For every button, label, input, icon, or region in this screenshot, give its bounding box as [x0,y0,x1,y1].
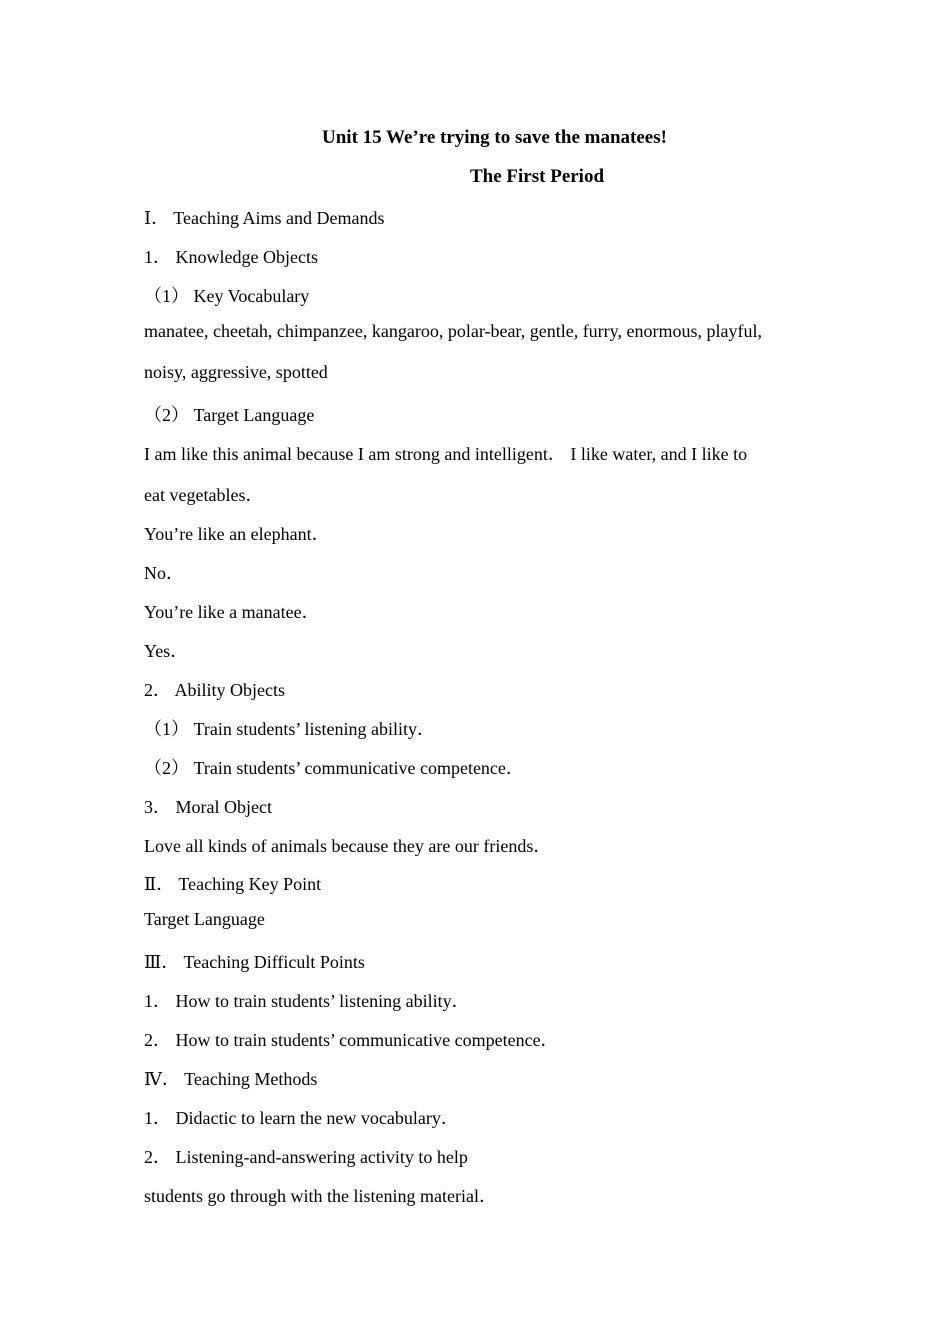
document-title: Unit 15 We’re trying to save the manatees! [322,127,667,148]
list-item: （1） Train students’ listening ability． [144,719,435,739]
subheading-knowledge-objects: 1． Knowledge Objects [144,247,318,267]
subheading-target-language: （2） Target Language [144,405,315,425]
dialogue-line: You’re like a manatee． [144,602,320,622]
subheading-ability-objects: 2． Ability Objects [144,680,285,700]
list-item: 2． How to train students’ communicative competence． [144,1030,559,1050]
list-item: （2） Train students’ communicative competence． [144,758,524,778]
subheading-key-vocabulary: （1） Key Vocabulary [144,286,310,306]
vocabulary-line-1: manatee, cheetah, chimpanzee, kangaroo, polar-bear, gentle, furry, enormous, playful, [144,321,762,341]
dialogue-line: No． [144,563,184,583]
moral-object-text: Love all kinds of animals because they are our friends． [144,836,552,856]
section-heading-difficult-points: Ⅲ． Teaching Difficult Points [144,952,365,972]
vocabulary-line-2: noisy, aggressive, spotted [144,362,328,382]
dialogue-line: Yes． [144,641,189,661]
target-language-line-1: I am like this animal because I am strong and intelligent． I like water, and I like to [144,444,748,464]
period-heading: The First Period [470,166,605,187]
dialogue-line: You’re like an elephant． [144,524,330,544]
list-item: 1． Didactic to learn the new vocabulary． [144,1108,459,1128]
list-item-continuation: students go through with the listening material． [144,1186,497,1206]
subheading-moral-object: 3． Moral Object [144,797,272,817]
section-heading-aims: Ⅰ． Teaching Aims and Demands [144,208,385,228]
key-point-text: Target Language [144,909,265,929]
target-language-line-2: eat vegetables． [144,485,264,505]
list-item: 2． Listening-and-answering activity to help [144,1147,468,1167]
list-item: 1． How to train students’ listening ability． [144,991,470,1011]
section-heading-teaching-methods: Ⅳ． Teaching Methods [144,1069,318,1089]
section-heading-key-point: Ⅱ． Teaching Key Point [144,874,322,894]
